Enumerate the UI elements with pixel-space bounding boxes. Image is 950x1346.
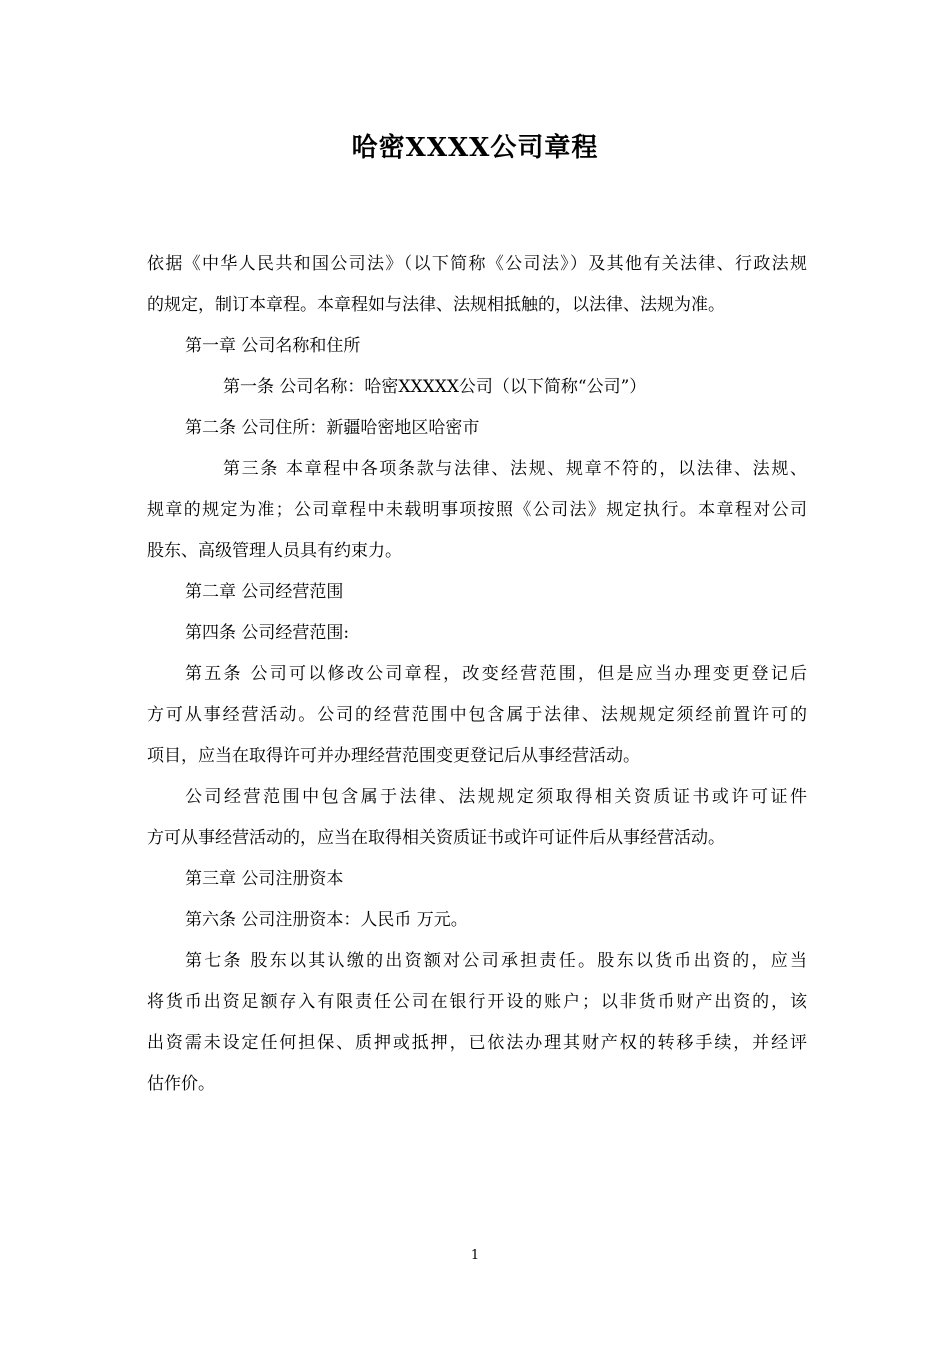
article-line: 第六条 公司注册资本：人民币 万元。	[185, 910, 468, 930]
text-line: 估作价。	[147, 1074, 215, 1094]
article-line: 第三条 本章程中各项条款与法律、法规、规章不符的，以法律、法规、	[223, 459, 807, 479]
article-line: 第五条 公司可以修改公司章程，改变经营范围，但是应当办理变更登记后	[185, 664, 807, 684]
text-line: 公司经营范围中包含属于法律、法规规定须取得相关资质证书或许可证件	[185, 787, 807, 807]
document-title: 哈密XXXX公司章程	[351, 133, 599, 163]
text-line: 将货币出资足额存入有限责任公司在银行开设的账户；以非货币财产出资的，该	[147, 992, 807, 1012]
article-line: 第七条 股东以其认缴的出资额对公司承担责任。股东以货币出资的，应当	[185, 951, 807, 971]
chapter-heading: 第二章 公司经营范围	[185, 582, 344, 602]
chapter-heading: 第三章 公司注册资本	[185, 869, 344, 889]
article-line: 第一条 公司名称：哈密XXXXX公司（以下简称“公司”）	[223, 377, 647, 397]
text-line: 股东、高级管理人员具有约束力。	[147, 541, 402, 561]
text-line: 方可从事经营活动的，应当在取得相关资质证书或许可证件后从事经营活动。	[147, 828, 725, 848]
text-line: 规章的规定为准；公司章程中未载明事项按照《公司法》规定执行。本章程对公司	[147, 500, 807, 520]
text-line: 的规定，制订本章程。本章程如与法律、法规相抵触的，以法律、法规为准。	[147, 295, 725, 315]
text-line: 项目，应当在取得许可并办理经营范围变更登记后从事经营活动。	[147, 746, 640, 766]
article-line: 第四条 公司经营范围:	[185, 623, 350, 643]
document-body	[147, 244, 807, 1105]
text-line: 出资需未设定任何担保、质押或抵押，已依法办理其财产权的转移手续，并经评	[147, 1033, 807, 1053]
chapter-heading: 第一章 公司名称和住所	[185, 336, 361, 356]
article-line: 第二条 公司住所：新疆哈密地区哈密市	[185, 418, 480, 438]
page-number: 1	[470, 1248, 480, 1263]
text-line: 方可从事经营活动。公司的经营范围中包含属于法律、法规规定须经前置许可的	[147, 705, 807, 725]
text-line: 依据《中华人民共和国公司法》（以下简称《公司法》）及其他有关法律、行政法规	[147, 254, 807, 274]
